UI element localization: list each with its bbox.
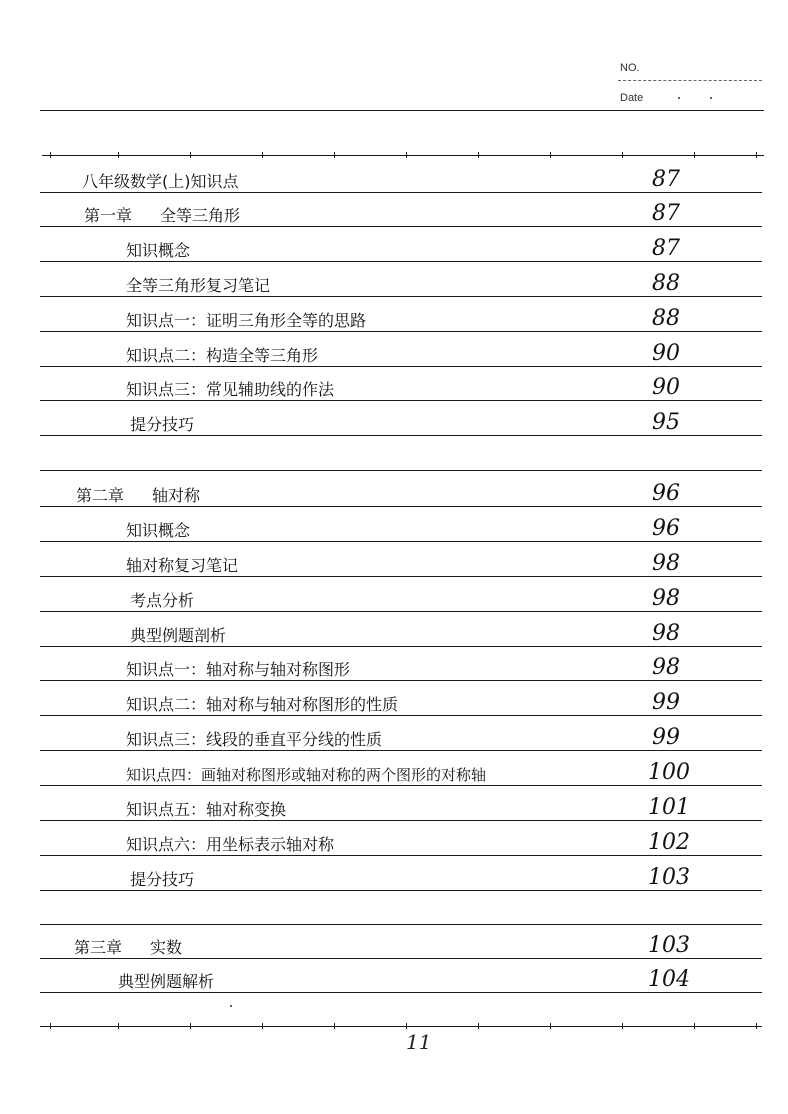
- ruled-line: [42, 155, 764, 156]
- toc-entry: [118, 972, 214, 992]
- chapter-number: 第三章: [74, 938, 123, 957]
- margin-tick: [262, 1023, 263, 1029]
- toc-entry: [126, 556, 238, 576]
- toc-title: 典型例题剖析: [130, 626, 227, 645]
- toc-page-number: 103: [648, 865, 690, 890]
- margin-tick: [334, 1023, 335, 1029]
- ruled-line: [40, 992, 762, 993]
- toc-page-number: 96: [652, 481, 680, 506]
- margin-tick: [406, 152, 407, 158]
- ruled-line: [40, 110, 764, 111]
- toc-chapter-entry: [74, 938, 182, 958]
- ruled-line: [40, 750, 762, 751]
- toc-entry: [130, 591, 194, 611]
- toc-page-number: 99: [652, 725, 680, 750]
- toc-title: 知识点三：线段的垂直平分线的性质: [126, 730, 383, 749]
- toc-title: 知识点一：证明三角形全等的思路: [126, 311, 367, 330]
- margin-tick: [756, 1023, 757, 1029]
- margin-tick: [478, 1023, 479, 1029]
- toc-page-number: 90: [652, 375, 680, 400]
- toc-entry: [82, 172, 239, 192]
- ruled-line: [40, 855, 762, 856]
- toc-page-number: 104: [648, 967, 690, 992]
- toc-page-number: 98: [652, 551, 680, 576]
- margin-tick: [550, 152, 551, 158]
- paper-speck: [710, 97, 712, 99]
- toc-title: 知识点五：轴对称变换: [126, 800, 287, 819]
- margin-tick: [694, 1023, 695, 1029]
- date-label: Date: [620, 92, 644, 104]
- ruled-line: [40, 958, 762, 959]
- ruled-line: [40, 611, 762, 612]
- ruled-line: [40, 470, 762, 471]
- number-dotted-line: [618, 80, 762, 81]
- margin-tick: [550, 1023, 551, 1029]
- margin-tick: [262, 152, 263, 158]
- margin-tick: [694, 152, 695, 158]
- toc-entry: [130, 415, 194, 435]
- toc-page-number: 87: [652, 201, 680, 226]
- ruled-line: [40, 576, 762, 577]
- toc-page-number: 102: [648, 830, 690, 855]
- chapter-title: 轴对称: [152, 486, 201, 505]
- paper-speck: [678, 97, 680, 99]
- toc-page-number: 88: [652, 306, 680, 331]
- toc-page-number: 90: [652, 341, 680, 366]
- margin-tick: [756, 152, 757, 158]
- ruled-line: [40, 435, 762, 436]
- ruled-line: [40, 680, 762, 681]
- toc-page-number: 98: [652, 586, 680, 611]
- ruled-line: [40, 192, 762, 193]
- ruled-line: [40, 506, 762, 507]
- toc-title: 知识点二：构造全等三角形: [126, 346, 319, 365]
- number-label: NO.: [620, 62, 640, 74]
- toc-title: 知识点二：轴对称与轴对称图形的性质: [126, 695, 399, 714]
- toc-title: 轴对称复习笔记: [126, 556, 239, 575]
- ruled-line: [40, 296, 762, 297]
- toc-chapter-entry: [76, 486, 200, 506]
- margin-tick: [118, 152, 119, 158]
- toc-entry: [130, 870, 194, 890]
- toc-page-number: 103: [648, 933, 690, 958]
- toc-entry: [130, 626, 226, 646]
- toc-page-number: 87: [652, 236, 680, 261]
- margin-tick: [622, 1023, 623, 1029]
- ruled-line: [40, 1026, 762, 1027]
- ruled-line: [40, 715, 762, 716]
- toc-page-number: 101: [648, 795, 690, 820]
- toc-entry: [126, 695, 398, 715]
- toc-entry: [126, 730, 382, 750]
- toc-title: 知识点一：轴对称与轴对称图形: [126, 660, 351, 679]
- margin-tick: [622, 152, 623, 158]
- chapter-title: 全等三角形: [160, 206, 241, 225]
- margin-tick: [190, 1023, 191, 1029]
- toc-entry: [126, 380, 334, 400]
- toc-page-number: 95: [652, 410, 680, 435]
- toc-page-number: 87: [652, 167, 680, 192]
- ruled-line: [40, 820, 762, 821]
- toc-entry: [126, 276, 270, 296]
- ruled-line: [40, 226, 762, 227]
- toc-title: 全等三角形复习笔记: [126, 276, 271, 295]
- toc-entry: [126, 346, 318, 366]
- toc-title: 知识点四：画轴对称图形或轴对称的两个图形的对称轴: [126, 766, 487, 784]
- ruled-line: [40, 400, 762, 401]
- toc-entry: [126, 660, 350, 680]
- ruled-line: [40, 924, 762, 925]
- toc-page-number: 98: [652, 655, 680, 680]
- toc-chapter-entry: [84, 206, 240, 226]
- chapter-number: 第二章: [76, 486, 125, 505]
- toc-title: 知识点六：用坐标表示轴对称: [126, 835, 335, 854]
- margin-tick: [406, 1023, 407, 1029]
- toc-title: 提分技巧: [130, 870, 195, 889]
- chapter-title: 实数: [150, 938, 183, 957]
- toc-entry: [126, 521, 190, 541]
- toc-title: 八年级数学(上)知识点: [82, 172, 239, 191]
- ruled-line: [40, 890, 762, 891]
- paper-speck: [230, 1005, 232, 1007]
- toc-page-number: 100: [648, 760, 690, 785]
- toc-entry: [126, 765, 486, 785]
- toc-page-number: 96: [652, 516, 680, 541]
- toc-entry: [126, 835, 334, 855]
- toc-title: 提分技巧: [130, 415, 195, 434]
- page-number: 11: [406, 1030, 432, 1054]
- toc-title: 考点分析: [130, 591, 195, 610]
- toc-entry: [126, 800, 286, 820]
- margin-tick: [334, 152, 335, 158]
- margin-tick: [190, 152, 191, 158]
- toc-entry: [126, 311, 366, 331]
- toc-title: 知识概念: [126, 241, 191, 260]
- chapter-number: 第一章: [84, 206, 133, 225]
- margin-tick: [50, 152, 51, 158]
- ruled-line: [40, 646, 762, 647]
- ruled-line: [40, 261, 762, 262]
- margin-tick: [478, 152, 479, 158]
- toc-entry: [126, 241, 190, 261]
- margin-tick: [118, 1023, 119, 1029]
- toc-title: 知识概念: [126, 521, 191, 540]
- toc-title: 知识点三：常见辅助线的作法: [126, 380, 335, 399]
- toc-page-number: 88: [652, 271, 680, 296]
- ruled-line: [40, 366, 762, 367]
- toc-page-number: 98: [652, 621, 680, 646]
- toc-title: 典型例题解析: [118, 972, 215, 991]
- ruled-line: [40, 541, 762, 542]
- toc-page-number: 99: [652, 690, 680, 715]
- margin-tick: [50, 1023, 51, 1029]
- ruled-line: [40, 331, 762, 332]
- ruled-line: [40, 785, 762, 786]
